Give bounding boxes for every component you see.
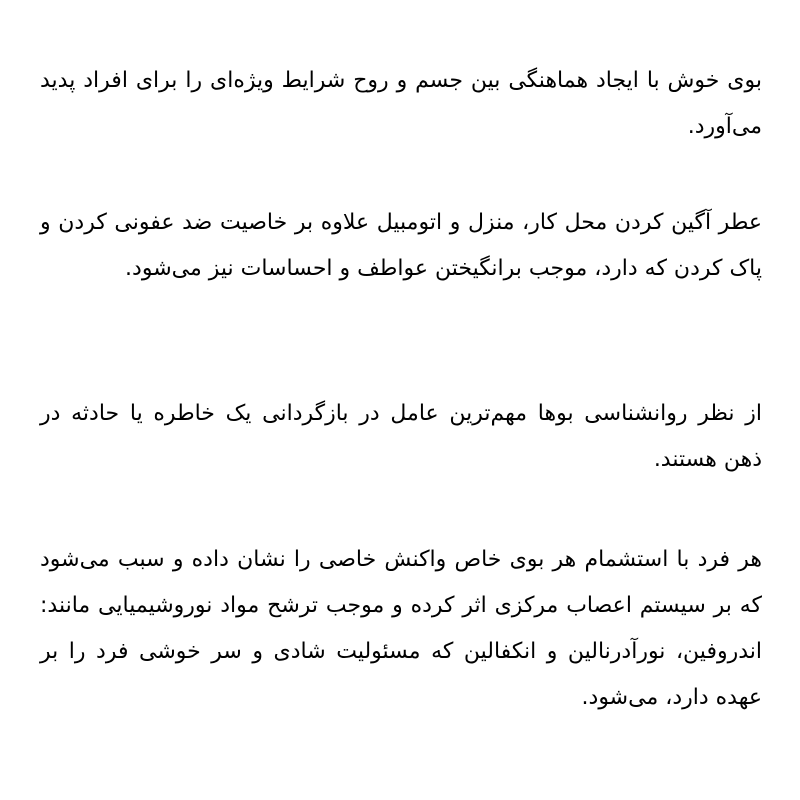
paragraph-2: عطر آگین کردن محل کار، منزل و اتومبیل علاوه بر خاصیت ضد عفونی کردن و پاک کردن که دارد، موجب برانگیختن عواطف و احساسات نیز می‌شود. (40, 210, 762, 281)
paragraph-1: بوی خوش با ایجاد هماهنگی بین جسم و روح شرایط ویژه‌ای را برای افراد پدید می‌آورد. (40, 68, 762, 139)
paragraph-4: هر فرد با استشمام هر بوی خاص واکنش خاصی را نشان داده و سبب می‌شود که بر سیستم اعصاب مرکزی اثر کرده و موجب ترشح مواد نوروشیمیایی مانند: اندروفین، نورآدرنالین و انکفالین که مسئولیت شادی و سر خوشی فرد را بر عهده دارد، می‌شود. (40, 547, 762, 710)
paragraph-3: از نظر روانشناسی بوها مهم‌ترین عامل در بازگردانی یک خاطره یا حادثه در ذهن هستند. (40, 401, 762, 472)
